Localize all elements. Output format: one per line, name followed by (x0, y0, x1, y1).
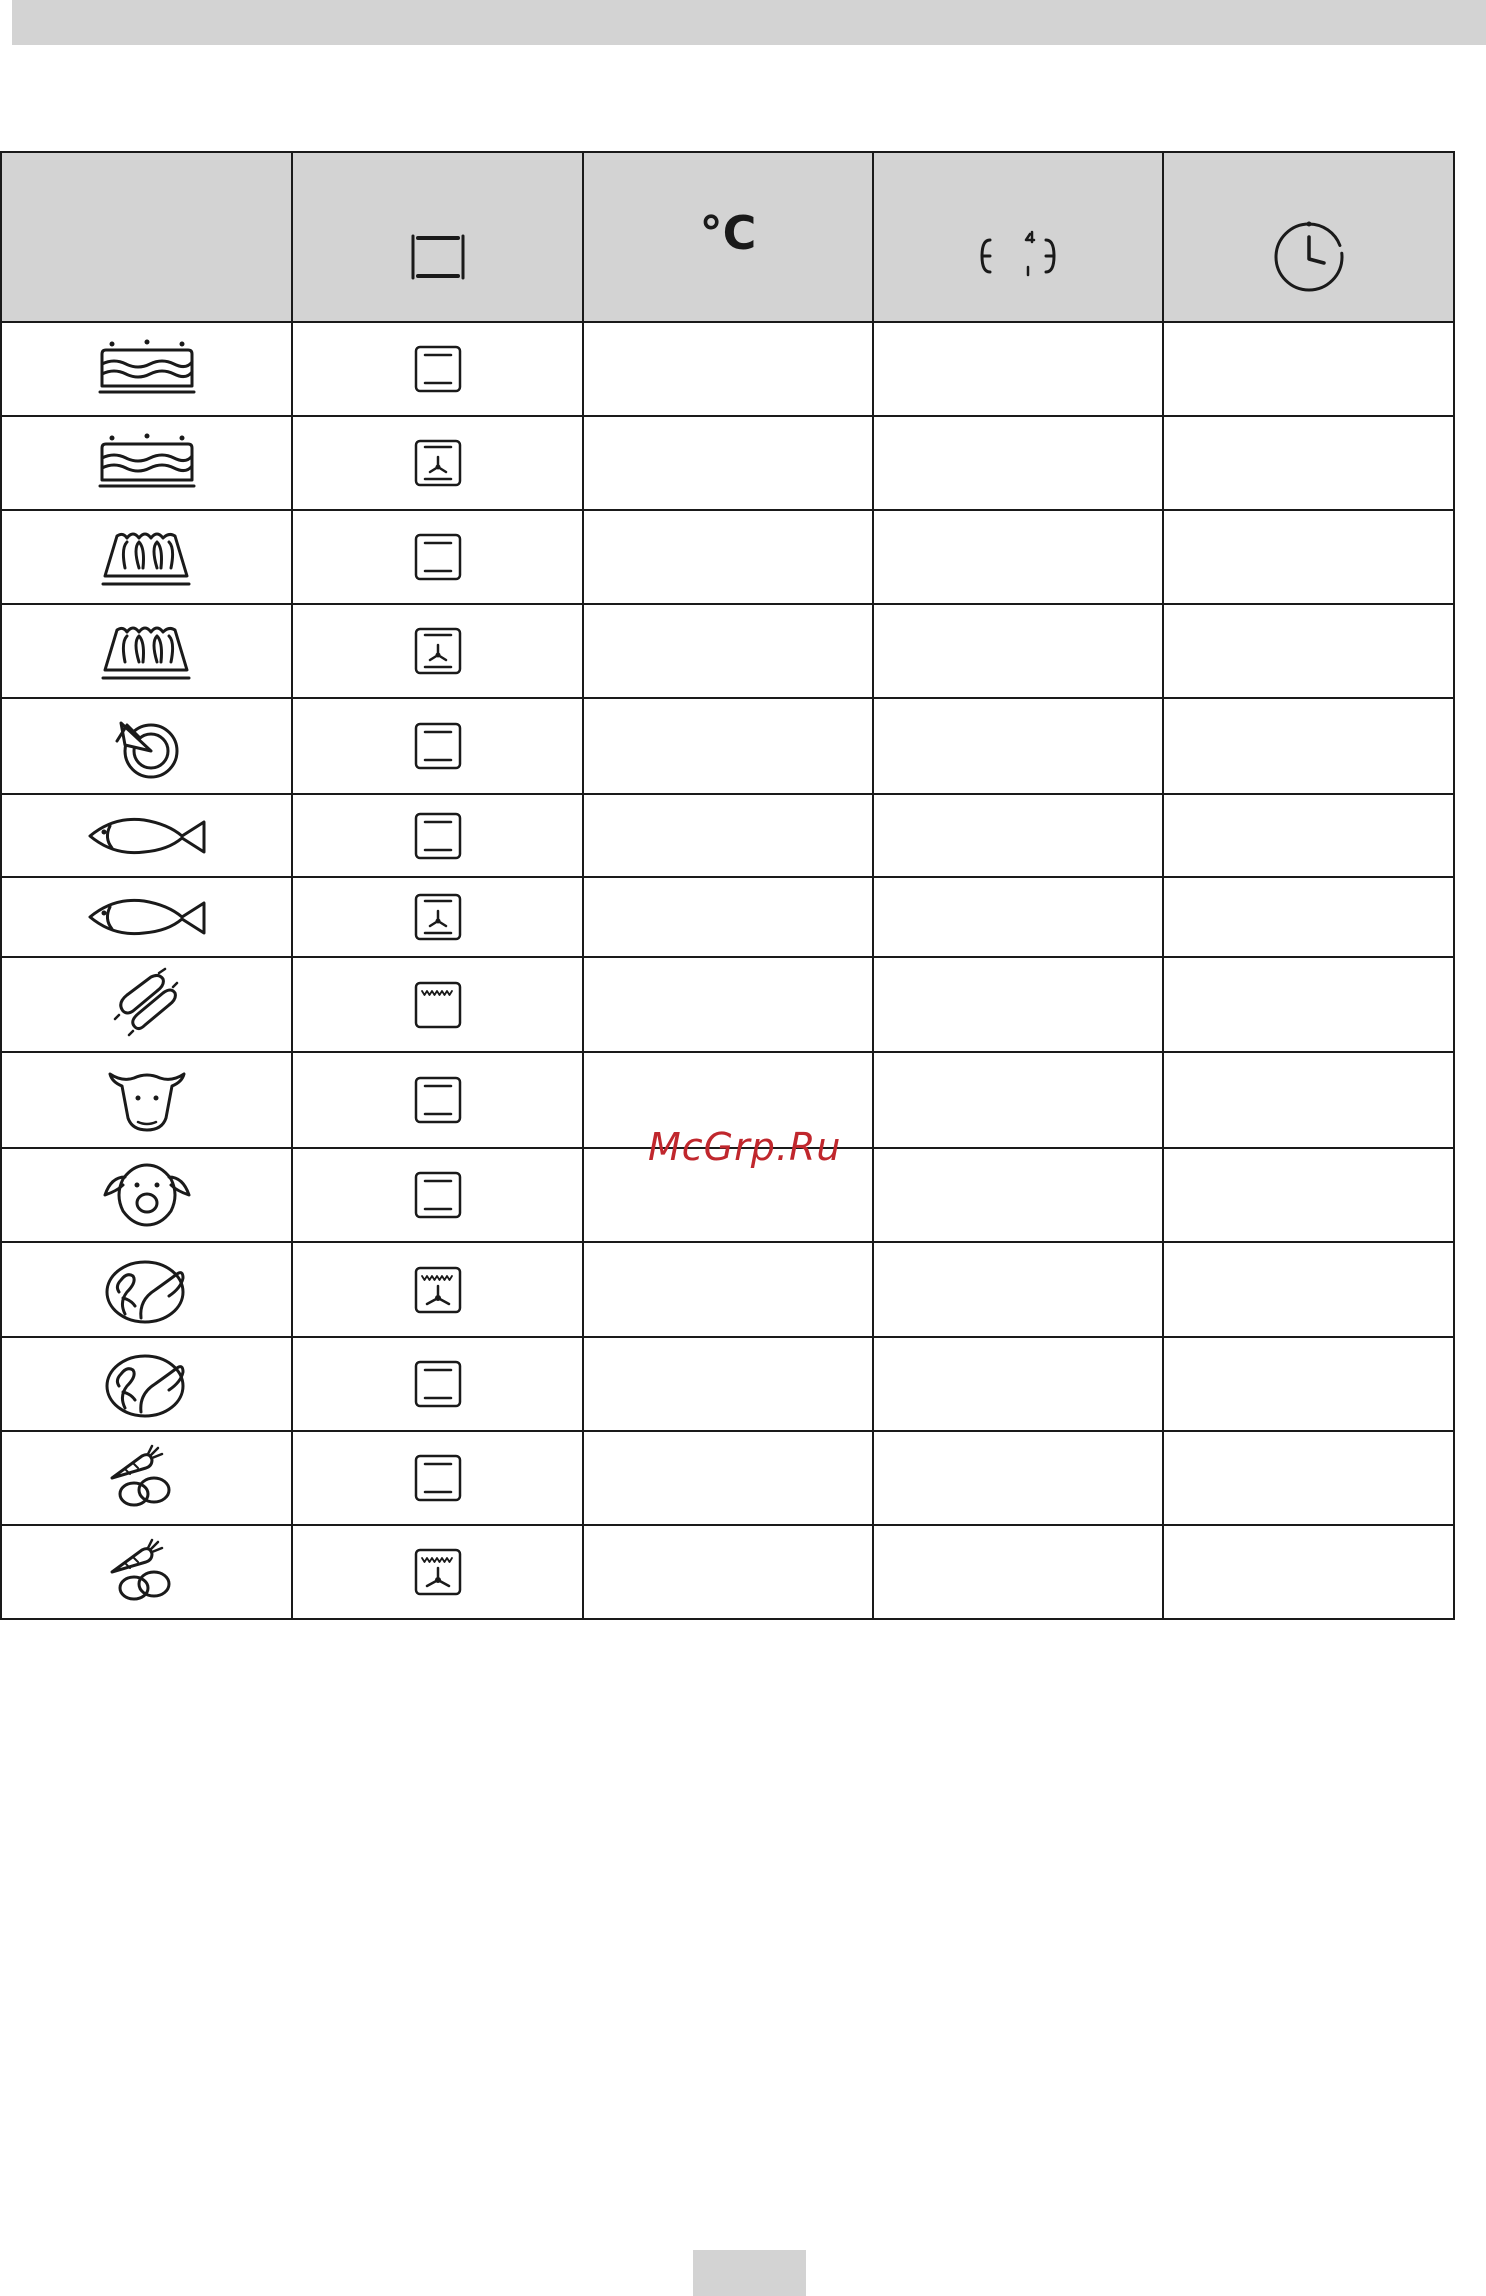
food-cell (1, 877, 292, 957)
temperature-cell (583, 1431, 873, 1525)
table-row (1, 957, 1454, 1052)
table-row (1, 322, 1454, 416)
shelf-cell (873, 1431, 1163, 1525)
function-cell (292, 322, 583, 416)
shelf-cell (873, 416, 1163, 510)
fan-grill-icon (293, 1264, 582, 1316)
table-row (1, 698, 1454, 794)
function-cell (292, 1431, 583, 1525)
food-cell (1, 1337, 292, 1431)
shelf-cell (873, 794, 1163, 877)
shelf-level-icon (874, 222, 1162, 292)
table-header-row (1, 152, 1454, 322)
food-cell (1, 604, 292, 698)
time-cell (1163, 510, 1454, 604)
shelf-cell (873, 698, 1163, 794)
layer-cake-icon (2, 428, 291, 498)
table-row (1, 1242, 1454, 1337)
function-cell (292, 604, 583, 698)
bundt-cake-icon (2, 522, 291, 592)
pizza-icon (2, 711, 291, 781)
table-row (1, 604, 1454, 698)
header-food (1, 152, 292, 322)
function-cell (292, 1525, 583, 1619)
top-bottom-heat-icon (293, 810, 582, 862)
vegetables-icon (2, 1438, 291, 1518)
poultry-icon (2, 1250, 291, 1330)
time-cell (1163, 957, 1454, 1052)
grill-icon (293, 979, 582, 1031)
food-cell (1, 1431, 292, 1525)
layer-cake-icon (2, 334, 291, 404)
top-bottom-heat-icon (293, 531, 582, 583)
table-row (1, 510, 1454, 604)
beef-icon (2, 1060, 291, 1140)
food-cell (1, 322, 292, 416)
table-row (1, 1525, 1454, 1619)
temperature-cell (583, 1337, 873, 1431)
page-number-box (693, 2250, 806, 2296)
temperature-cell (583, 877, 873, 957)
table-row (1, 416, 1454, 510)
function-cell (292, 416, 583, 510)
shelf-cell (873, 322, 1163, 416)
shelf-cell (873, 1525, 1163, 1619)
temperature-cell (583, 1525, 873, 1619)
temperature-cell (583, 1242, 873, 1337)
food-cell (1, 1242, 292, 1337)
fan-assisted-icon (293, 891, 582, 943)
temperature-cell (583, 416, 873, 510)
shelf-cell (873, 604, 1163, 698)
function-cell (292, 1052, 583, 1148)
top-bottom-heat-icon (293, 1358, 582, 1410)
table-row (1, 794, 1454, 877)
temperature-cell (583, 794, 873, 877)
header-function (292, 152, 583, 322)
top-gray-bar (12, 0, 1486, 45)
shelf-cell (873, 1052, 1163, 1148)
temperature-cell (583, 322, 873, 416)
watermark: McGrp.Ru (648, 1125, 842, 1169)
shelf-cell (873, 957, 1163, 1052)
temperature-cell (583, 604, 873, 698)
food-cell (1, 416, 292, 510)
top-bottom-heat-icon (293, 720, 582, 772)
food-cell (1, 510, 292, 604)
function-cell (292, 1242, 583, 1337)
temperature-cell (583, 510, 873, 604)
sausages-icon (2, 965, 291, 1045)
poultry-icon (2, 1344, 291, 1424)
oven-function-icon (293, 232, 582, 282)
function-cell (292, 1148, 583, 1242)
time-cell (1163, 1525, 1454, 1619)
function-cell (292, 1337, 583, 1431)
fan-assisted-icon (293, 625, 582, 677)
food-cell (1, 794, 292, 877)
temperature-cell (583, 957, 873, 1052)
function-cell (292, 510, 583, 604)
top-bottom-heat-icon (293, 1169, 582, 1221)
table-row (1, 1337, 1454, 1431)
function-cell (292, 794, 583, 877)
header-time (1163, 152, 1454, 322)
function-cell (292, 957, 583, 1052)
food-cell (1, 1525, 292, 1619)
time-cell (1163, 1337, 1454, 1431)
top-bottom-heat-icon (293, 1074, 582, 1126)
table-row (1, 877, 1454, 957)
food-cell (1, 1052, 292, 1148)
time-cell (1163, 416, 1454, 510)
time-cell (1163, 1242, 1454, 1337)
table-row (1, 1431, 1454, 1525)
temperature-cell (583, 698, 873, 794)
time-cell (1163, 1052, 1454, 1148)
time-cell (1163, 698, 1454, 794)
time-cell (1163, 322, 1454, 416)
cooking-table (0, 151, 1455, 1620)
top-bottom-heat-icon (293, 1452, 582, 1504)
time-cell (1163, 604, 1454, 698)
bundt-cake-icon (2, 616, 291, 686)
header-temperature: °C (583, 152, 873, 322)
fish-icon (2, 887, 291, 947)
time-cell (1163, 794, 1454, 877)
food-cell (1, 957, 292, 1052)
food-cell (1, 1148, 292, 1242)
vegetables-icon (2, 1532, 291, 1612)
food-cell (1, 698, 292, 794)
top-bottom-heat-icon (293, 343, 582, 395)
shelf-cell (873, 877, 1163, 957)
shelf-cell (873, 1337, 1163, 1431)
time-cell (1163, 877, 1454, 957)
fan-grill-icon (293, 1546, 582, 1598)
fan-assisted-icon (293, 437, 582, 489)
function-cell (292, 877, 583, 957)
time-cell (1163, 1431, 1454, 1525)
time-cell (1163, 1148, 1454, 1242)
pork-icon (2, 1155, 291, 1235)
fish-icon (2, 806, 291, 866)
shelf-cell (873, 1242, 1163, 1337)
function-cell (292, 698, 583, 794)
clock-icon (1164, 217, 1453, 297)
shelf-cell (873, 510, 1163, 604)
shelf-cell (873, 1148, 1163, 1242)
header-shelf (873, 152, 1163, 322)
